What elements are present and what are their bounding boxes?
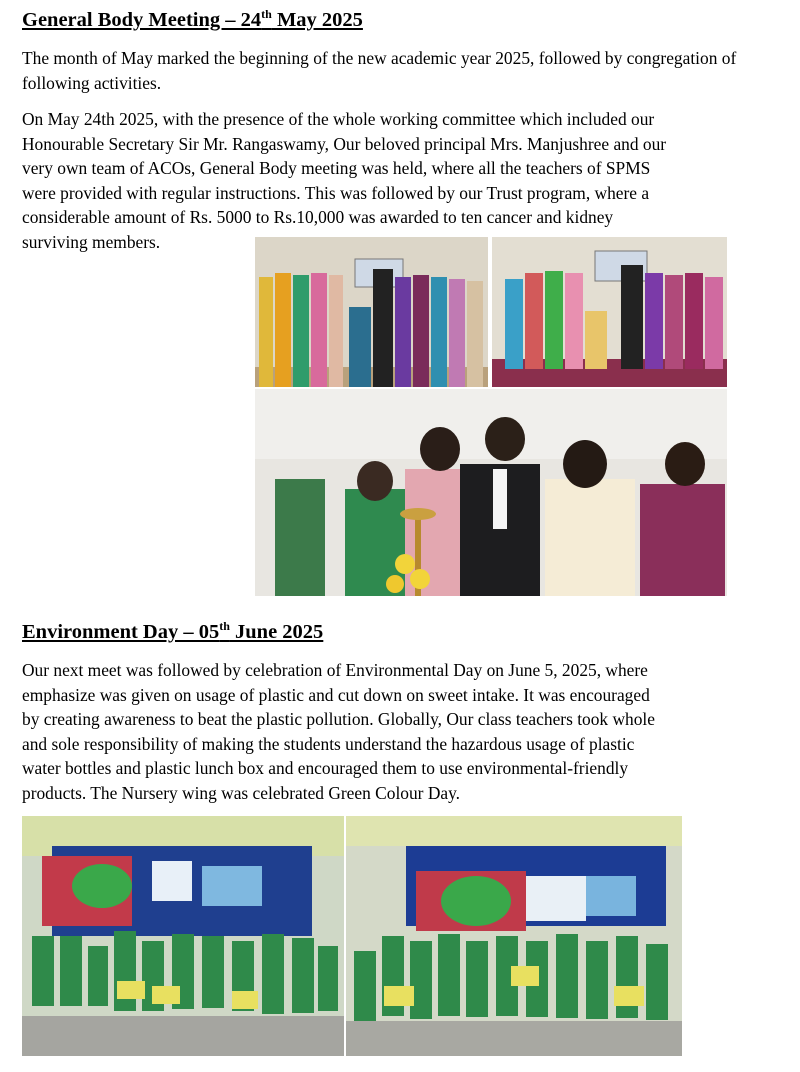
paragraph-line: water bottles and plastic lunch box and encouraged them to use environmental-friendly xyxy=(22,758,629,778)
meeting-paragraph xyxy=(22,107,778,254)
paragraph-line: considerable amount of Rs. 5000 to Rs.10,000 was awarded to ten cancer and kidney xyxy=(22,207,614,227)
paragraph-line: were provided with regular instructions. This was followed by our Trust program, where a xyxy=(22,182,650,203)
students-photo-right xyxy=(346,816,682,1056)
section-heading-environment-day xyxy=(22,619,324,643)
lamp-lighting-photo xyxy=(255,389,727,596)
heading-superscript: th xyxy=(219,619,230,634)
paragraph-line: On May 24th 2025, with the presence of the whole working committee which included our xyxy=(22,109,655,129)
paragraph-line: emphasize was given on usage of plastic and cut down on sweet intake. It was encouraged xyxy=(22,684,650,705)
students-photo-left xyxy=(22,816,344,1056)
heading-text: General Body Meeting – 24 xyxy=(22,9,262,31)
paragraph-line: and sole responsibility of making the students understand the hazardous usage of plastic xyxy=(22,733,635,754)
intro-paragraph: The month of May marked the beginning of the new academic year 2025, followed by congregation of following activities. xyxy=(22,48,737,93)
paragraph-line: by creating awareness to beat the plastic pollution. Globally, Our class teachers took whole xyxy=(22,709,655,729)
paragraph-line: products. The Nursery wing was celebrated Green Colour Day. xyxy=(22,782,461,803)
paragraph-line: Honourable Secretary Sir Mr. Rangaswamy, Our beloved principal Mrs. Manjushree and our xyxy=(22,133,667,154)
section-heading-general-body-meeting xyxy=(22,7,363,31)
heading-text: May 2025 xyxy=(271,9,363,31)
heading-text: June 2025 xyxy=(229,621,324,643)
paragraph-line: surviving members. xyxy=(22,231,161,252)
heading-text: Environment Day – 05 xyxy=(22,621,220,643)
paragraph-line: very own team of ACOs, General Body meeting was held, where all the teachers of SPMS xyxy=(22,158,651,178)
paragraph-line: Our next meet was followed by celebration of Environmental Day on June 5, 2025, where xyxy=(22,660,648,680)
environment-paragraph xyxy=(22,658,778,805)
meeting-group-photo xyxy=(255,237,727,387)
heading-superscript: th xyxy=(261,7,272,22)
